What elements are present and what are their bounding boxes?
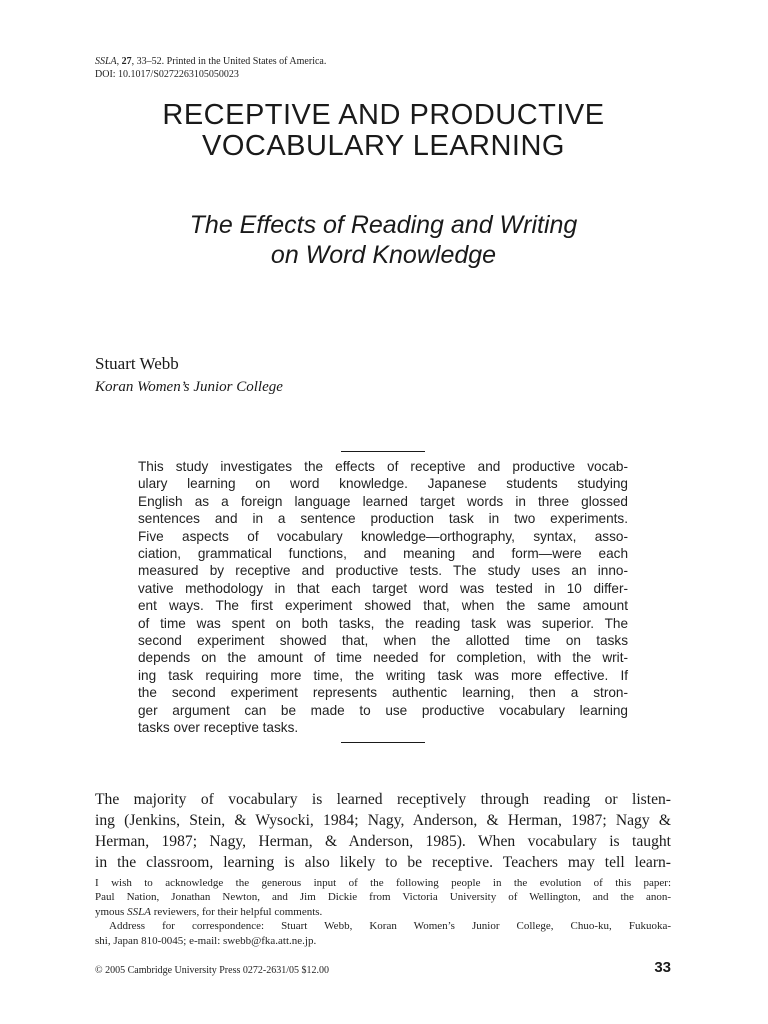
body-line: in the classroom, learning is also likely to be receptive. Teachers may tell learn- (95, 854, 671, 871)
article-subtitle (95, 210, 672, 270)
abstract-line: Five aspects of vocabulary knowledge—orthography, syntax, asso- (138, 528, 628, 544)
journal-pages: 33–52. Printed in the United States of America. (136, 56, 327, 67)
acknowledgment-line: I wish to acknowledge the generous input of the following people in the evolution of this paper: (95, 877, 671, 889)
article-title-line1: RECEPTIVE AND PRODUCTIVE (162, 99, 605, 131)
abstract (138, 458, 628, 737)
body-line: ing (Jenkins, Stein, & Wysocki, 1984; Nagy, Anderson, & Herman, 1987; Nagy & (95, 812, 671, 829)
journal-abbrev: SSLA (95, 56, 117, 67)
body-paragraph (95, 789, 671, 873)
article-subtitle-line2: on Word Knowledge (270, 241, 497, 269)
abstract-line: the second experiment represents authentic learning, then a stron- (138, 685, 628, 701)
journal-abbrev: SSLA (127, 905, 151, 918)
correspondence-line: shi, Japan 810-0045; e-mail: swebb@fka.att.ne.jp. (95, 934, 317, 947)
journal-citation (95, 55, 326, 81)
acknowledgment-line (95, 905, 671, 919)
article-subtitle-line1: The Effects of Reading and Writing (189, 211, 578, 239)
abstract-line: measured by receptive and productive tests. The study uses an inno- (138, 563, 628, 579)
abstract-bottom-rule (341, 742, 425, 743)
abstract-line: sentences and in a sentence production task in two experiments. (138, 511, 628, 527)
article-title (95, 100, 672, 162)
acknowledgment-text: ymous (95, 905, 128, 918)
abstract-line: This study investigates the effects of receptive and productive vocab- (138, 459, 628, 474)
correspondence-line: Address for correspondence: Stuart Webb, Koran Women’s Junior College, Chuo-ku, Fukuoka- (109, 920, 671, 933)
abstract-line: ciation, grammatical functions, and meaning and form—were each (138, 546, 628, 562)
body-line: Herman, 1987; Nagy, Herman, & Anderson, 1985). When vocabulary is taught (95, 833, 671, 850)
author-affiliation: Koran Women’s Junior College (95, 379, 283, 395)
abstract-line: English as a foreign language learned target words in three glossed (138, 493, 628, 509)
copyright-notice: © 2005 Cambridge University Press 0272-2631/05 $12.00 (95, 965, 329, 976)
abstract-line: ger argument can be made to use productive vocabulary learning (138, 702, 628, 718)
acknowledgment-line: Paul Nation, Jonathan Newton, and Jim Dickie from Victoria University of Wellington, and the anon- (95, 891, 671, 904)
acknowledgment-text: reviewers, for their helpful comments. (150, 905, 323, 918)
abstract-top-rule (341, 451, 425, 452)
article-title-line2: VOCABULARY LEARNING (202, 130, 565, 162)
footnote (95, 876, 671, 948)
abstract-line: ulary learning on word knowledge. Japanese students studying (138, 476, 628, 492)
abstract-line: second experiment showed that, when the allotted time on tasks (138, 633, 628, 649)
abstract-line: vative methodology in that each target word was tested in 10 differ- (138, 580, 628, 596)
abstract-line: ent ways. The first experiment showed that, when the same amount (138, 598, 628, 614)
doi: DOI: 10.1017/S0272263105050023 (95, 69, 239, 80)
body-line: The majority of vocabulary is learned receptively through reading or listen- (95, 791, 671, 808)
page-number: 33 (654, 959, 671, 976)
author-name: Stuart Webb (95, 354, 179, 373)
abstract-line: depends on the amount of time needed for completion, with the writ- (138, 650, 628, 666)
abstract-line: of time was spent on both tasks, the reading task was superior. The (138, 615, 628, 631)
citation-line: SSLA, 27, 33–52. Printed in the United States of America. (95, 56, 327, 67)
abstract-line: tasks over receptive tasks. (138, 720, 299, 736)
journal-volume: 27 (121, 56, 132, 67)
abstract-line: ing task requiring more time, the writing task was more effective. If (138, 667, 628, 683)
